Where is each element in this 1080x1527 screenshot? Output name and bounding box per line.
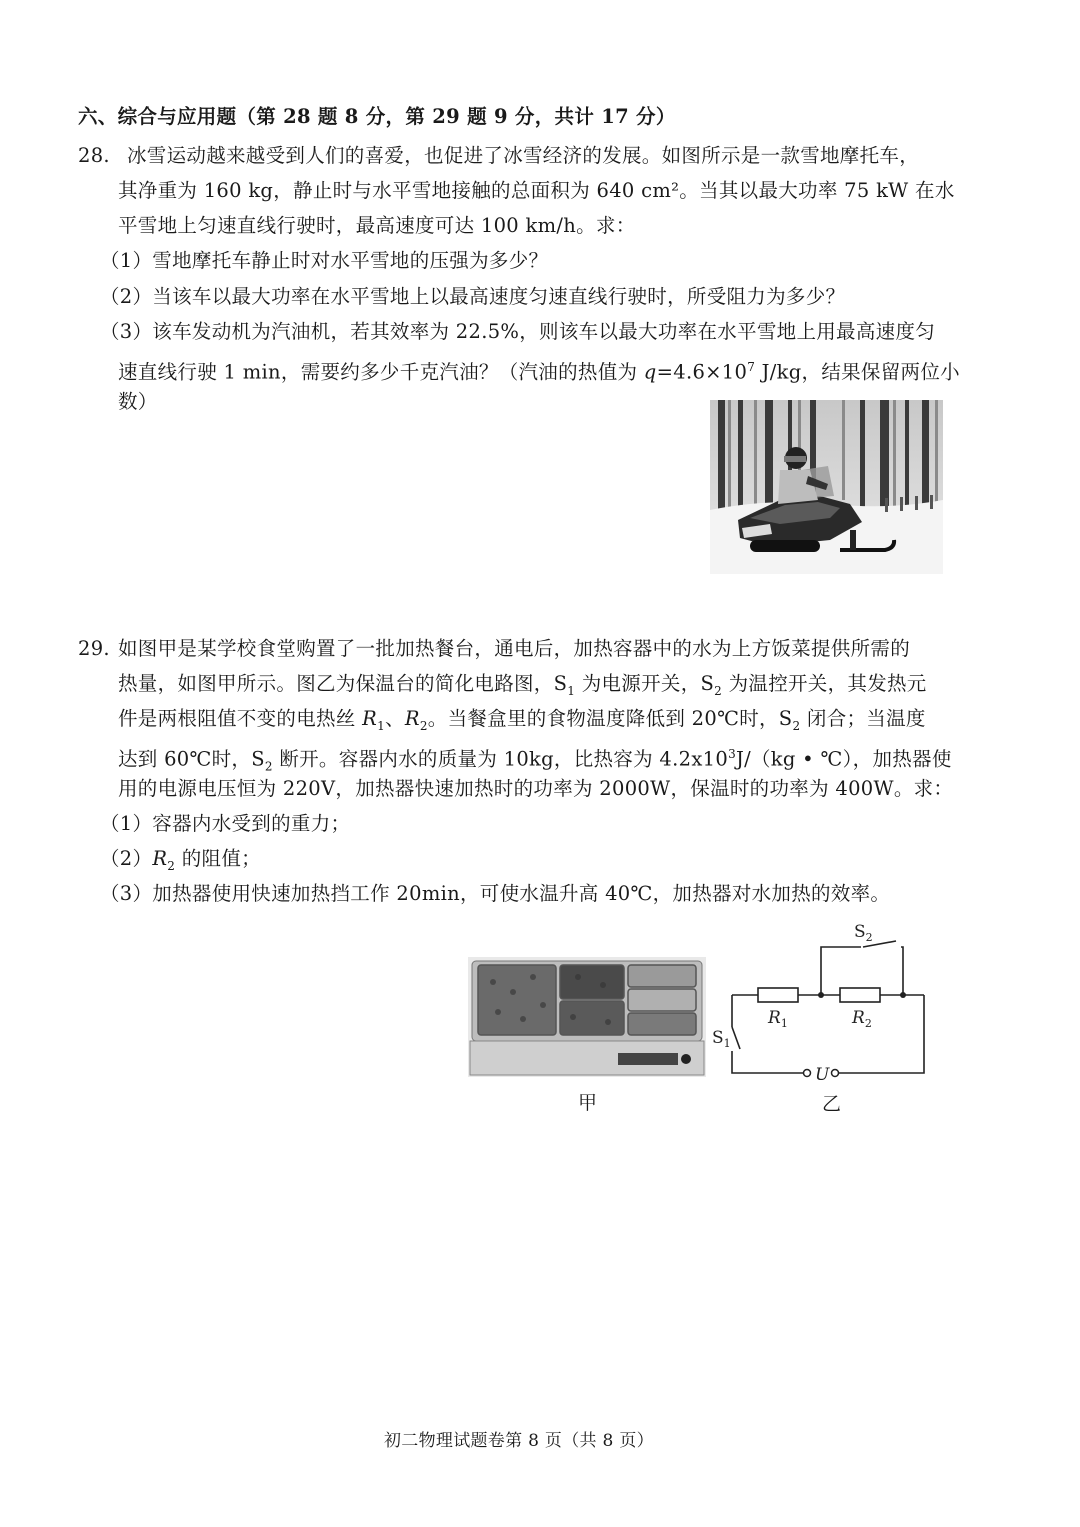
q28-number: 28. [78, 144, 110, 167]
label-r1: $R_1$ [768, 1008, 788, 1030]
snowmobile-illustration [710, 400, 943, 574]
text: 达到 60℃时，S [118, 747, 265, 771]
text: 为电源开关，S [575, 672, 715, 695]
text: 。当餐盒里的食物温度降低到 20℃时，S [427, 707, 793, 730]
q29-line-3 [118, 706, 926, 739]
text: 的阻值； [175, 847, 261, 870]
q29-line-4 [118, 741, 952, 779]
q29-sub-3: （3）加热器使用快速加热挡工作 20min，可使水温升高 40℃，加热器对水加热的效率。 [100, 882, 891, 905]
sub: 2 [419, 718, 428, 733]
page-footer: 初二物理试题卷第 8 页（共 8 页） [384, 1431, 654, 1451]
q28-sub-3b [118, 354, 960, 386]
label-u: U [815, 1065, 830, 1085]
text: 为温控开关，其发热元 [722, 672, 927, 695]
var-r: R [152, 847, 168, 870]
text: J/（kg • ℃），加热器使 [736, 747, 952, 771]
sub: 1 [377, 718, 386, 733]
label-s1: $S_1$ [712, 1028, 731, 1050]
text: （2） [100, 847, 153, 870]
sub: 1 [567, 683, 576, 698]
q29-sub-2 [100, 846, 261, 879]
q28-sub-2: （2）当该车以最大功率在水平雪地上以最高速度匀速直线行驶时，所受阻力为多少？ [100, 285, 846, 308]
sub: 2 [167, 858, 176, 873]
section-title: 六、综合与应用题（第 28 题 8 分，第 29 题 9 分，共计 17 分） [78, 105, 676, 128]
caption-jia: 甲 [578, 1092, 598, 1114]
label-r2: $R_2$ [852, 1008, 872, 1030]
text: 件是两根阻值不变的电热丝 [118, 707, 363, 730]
heating-table-illustration [468, 957, 706, 1077]
q29-line-2 [118, 671, 927, 704]
var-r: R [404, 707, 420, 730]
text: 断开。容器内水的质量为 10kg，比热容为 4.2x10 [272, 747, 729, 771]
text: 热量，如图甲所示。图乙为保温台的简化电路图，S [118, 672, 568, 695]
q28-sub-3a: （3）该车发动机为汽油机，若其效率为 22.5%，则该车以最大功率在水平雪地上用最高速度匀 [100, 320, 936, 343]
sub: 2 [792, 718, 801, 733]
q28-line-1: 冰雪运动越来越受到人们的喜爱，也促进了冰雪经济的发展。如图所示是一款雪地摩托车， [127, 144, 920, 167]
text: 闭合；当温度 [800, 707, 926, 730]
label-s2: $S_2$ [854, 922, 873, 944]
q28-sub-3c: 数） [118, 390, 158, 413]
var-r: R [362, 707, 378, 730]
q28-sub-1: （1）雪地摩托车静止时对水平雪地的压强为多少？ [100, 249, 549, 272]
caption-yi: 乙 [822, 1093, 842, 1115]
q29-line-5: 用的电源电压恒为 220V，加热器快速加热时的功率为 2000W，保温时的功率为 400W。求： [118, 777, 954, 800]
heating-table-photo [468, 957, 706, 1077]
circuit-diagram [706, 915, 936, 1115]
text: =4.6×10 [656, 360, 748, 384]
snowmobile-photo [710, 400, 943, 574]
text: 、 [385, 707, 405, 730]
q28-line-3: 平雪地上匀速直线行驶时，最高速度可达 100 km/h。求： [118, 214, 636, 237]
sup: 3 [728, 747, 736, 761]
var-q: q [643, 360, 657, 384]
text: 速直线行驶 1 min，需要约多少千克汽油？（汽油的热值为 [118, 360, 644, 384]
sup: 7 [747, 360, 756, 374]
sub: 2 [714, 683, 723, 698]
q29-line-1: 如图甲是某学校食堂购置了一批加热餐台，通电后，加热容器中的水为上方饭菜提供所需的 [118, 637, 911, 660]
text: J/kg，结果保留两位小 [755, 360, 960, 384]
q28-line-2: 其净重为 160 kg，静止时与水平雪地接触的总面积为 640 cm²。当其以最大功率 75 kW 在水 [118, 179, 955, 202]
q29-sub-1: （1）容器内水受到的重力； [100, 812, 351, 835]
circuit-svg [706, 915, 936, 1115]
sub: 2 [264, 759, 273, 774]
q29-number: 29. [78, 637, 110, 660]
